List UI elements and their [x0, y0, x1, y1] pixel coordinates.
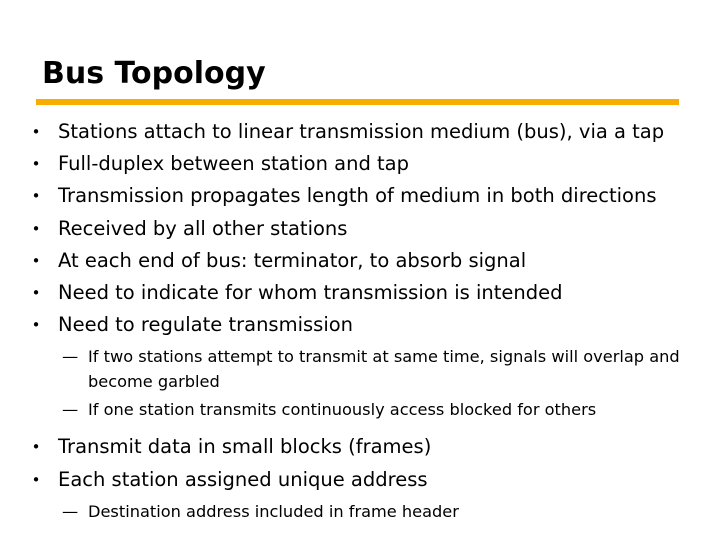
bullet-text: Received by all other stations	[58, 216, 348, 240]
bullet-icon: •	[31, 251, 41, 270]
bullet-item	[0, 464, 720, 496]
sub-bullet-text: If one station transmits continuously access blocked for others	[88, 400, 597, 420]
sub-bullet-item	[0, 499, 720, 524]
bullet-icon: •	[31, 219, 41, 238]
bullet-item	[0, 277, 720, 309]
bullet-list	[0, 116, 720, 533]
bullet-item	[0, 245, 720, 277]
sub-bullet-item	[0, 397, 720, 422]
bullet-item	[0, 116, 720, 148]
bullet-text: Transmission propagates length of medium in both directions	[58, 184, 657, 208]
bullet-icon: •	[31, 123, 41, 141]
slide-title: Bus Topology	[42, 56, 266, 91]
bullet-text: Need to regulate transmission	[58, 313, 354, 337]
bullet-icon: •	[31, 155, 41, 174]
bullet-icon: •	[31, 187, 41, 206]
bullet-icon: •	[31, 470, 41, 489]
bullet-text: At each end of bus: terminator, to absorb signal	[58, 248, 527, 272]
bullet-text: Need to indicate for whom transmission is intended	[58, 281, 563, 305]
sub-bullet-item	[0, 344, 720, 394]
bullet-icon: •	[31, 284, 41, 303]
bullet-item	[0, 309, 720, 341]
dash-icon: —	[62, 400, 78, 420]
dash-icon: —	[62, 347, 78, 367]
bullet-icon: •	[31, 438, 41, 457]
sub-bullet-text: Destination address included in frame header	[88, 501, 459, 521]
title-underline	[36, 99, 679, 105]
sub-bullet-list	[0, 341, 720, 431]
bullet-item	[0, 148, 720, 180]
bullet-text: Transmit data in small blocks (frames)	[58, 435, 432, 459]
bullet-item	[0, 213, 720, 245]
sub-bullet-text: If two stations attempt to transmit at same time, signals will overlap and become garbled	[88, 347, 680, 392]
bullet-icon: •	[31, 316, 41, 335]
bullet-text: Stations attach to linear transmission medium (bus), via a tap	[58, 120, 665, 143]
bullet-text: Each station assigned unique address	[58, 467, 428, 491]
sub-bullet-list	[0, 496, 720, 533]
bullet-item	[0, 180, 720, 212]
dash-icon: —	[62, 501, 78, 521]
bullet-item	[0, 431, 720, 463]
bullet-text: Full-duplex between station and tap	[58, 152, 409, 176]
